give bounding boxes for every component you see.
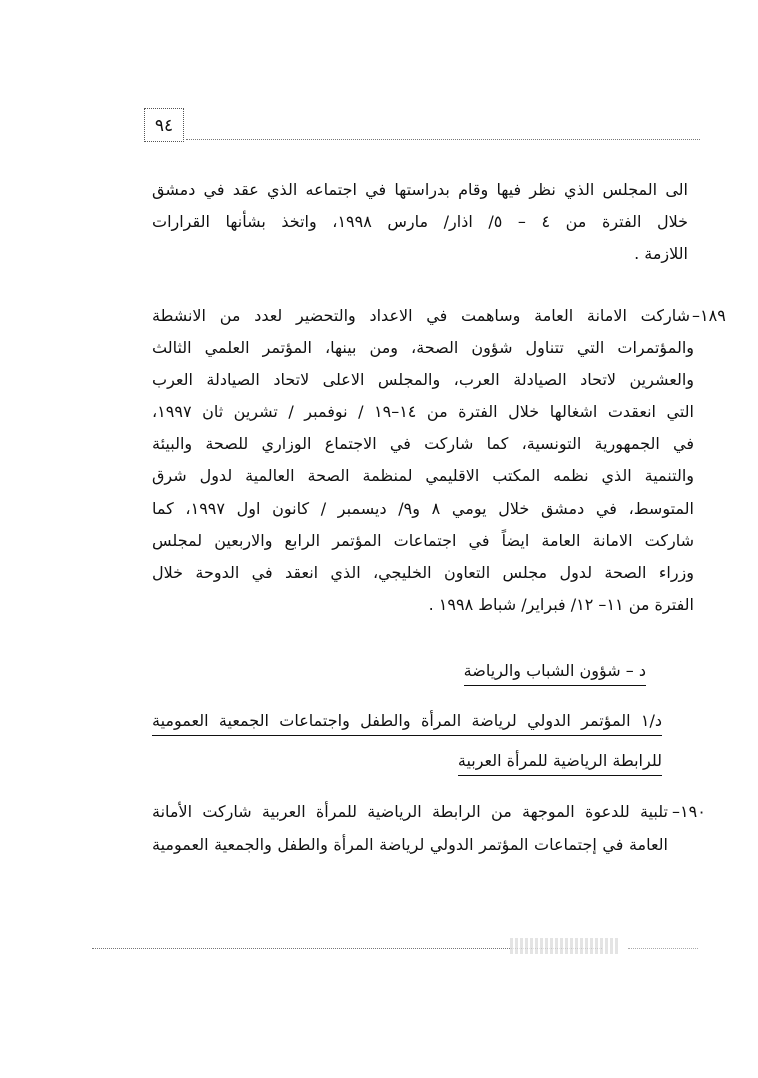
text-line: تلبية للدعوة الموجهة من الرابطة الرياضية للمرأة العربية شاركت الأمانة (152, 802, 668, 821)
page-number: ٩٤ (144, 108, 184, 142)
section-heading: د – شؤون الشباب والرياضة (464, 660, 646, 686)
text-line: والمؤتمرات التي تتناول شؤون الصحة، ومن بينها، المؤتمر العلمي الثالث (152, 338, 694, 357)
text-line: اللازمة . (634, 244, 688, 263)
text-line: للرابطة الرياضية للمرأة العربية (458, 750, 662, 776)
text-line: والتنمية الذي نظمه المكتب الاقليمي لمنظمة الصحة العالمية لدول شرق (152, 466, 694, 485)
text-line: د/١ المؤتمر الدولي لرياضة المرأة والطفل واجتماعات الجمعية العمومية (152, 710, 662, 736)
text-line: خلال الفترة من ٤ – ٥/ اذار/ مارس ١٩٩٨، واتخذ بشأنها القرارات (152, 212, 689, 231)
paragraph-number: ١٩٠– (672, 802, 706, 821)
text-line: شاركت الامانة العامة ايضاً في اجتماعات المؤتمر الرابع والاربعين لمجلس (152, 531, 694, 550)
text-line: في الجمهورية التونسية، كما شاركت في الاجتماع الوزاري للصحة والبيئة (152, 434, 694, 453)
header-divider (186, 139, 700, 140)
text-line: وزراء الصحة لدول مجلس التعاون الخليجي، الذي انعقد في الدوحة خلال (152, 563, 694, 582)
text-line: التي انعقدت اشغالها خلال الفترة من ١٤–١٩ / نوفمبر / تشرين ثان ١٩٩٧، (152, 402, 694, 421)
text-line: شاركت الامانة العامة وساهمت في الاعداد والتحضير لعدد من الانشطة (152, 306, 690, 325)
text-line: المتوسط، في دمشق خلال يومي ٨ و٩/ ديسمبر / كانون اول ١٩٩٧، كما (152, 499, 695, 518)
footer-logo (510, 938, 620, 954)
paragraph-number: ١٨٩– (692, 306, 726, 325)
footer-divider-right (628, 948, 698, 949)
text-line: الفترة من ١١– ١٢/ فبراير/ شباط ١٩٩٨ . (428, 595, 694, 614)
text-line: العامة في إجتماعات المؤتمر الدولي لرياضة المرأة والطفل والجمعية العمومية (152, 835, 668, 854)
text-line: والعشرين لاتحاد الصيادلة العرب، والمجلس الاعلى لاتحاد الصيادلة العرب (152, 370, 694, 389)
text-line: الى المجلس الذي نظر فيها وقام بدراستها في اجتماعه الذي عقد في دمشق (152, 180, 688, 199)
